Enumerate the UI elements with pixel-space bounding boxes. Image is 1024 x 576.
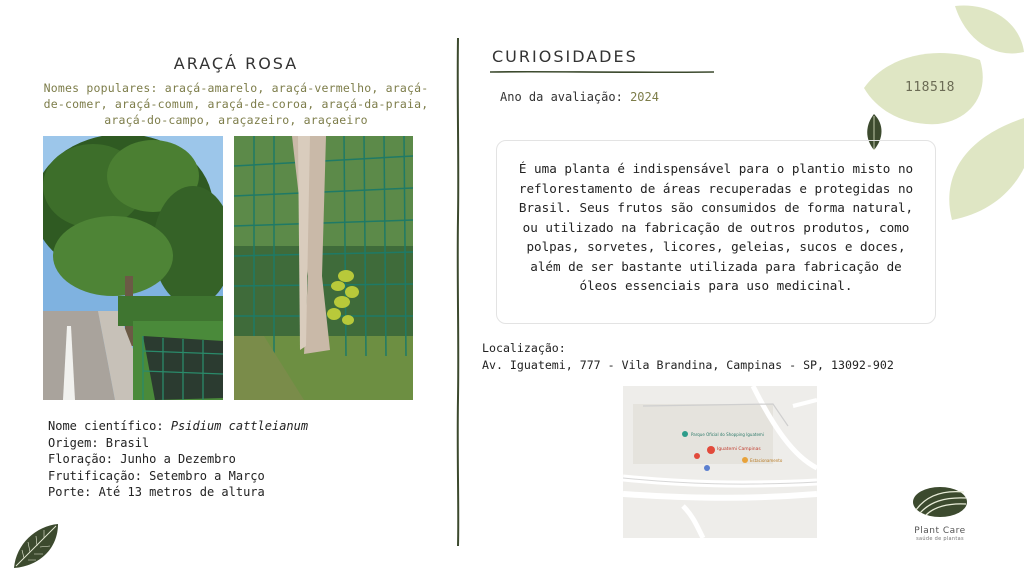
map-label-3: Estacionamento <box>750 458 783 463</box>
flowering: Floração: Junho a Dezembro <box>48 452 236 466</box>
tree-photo-trunk <box>234 136 413 400</box>
fruiting: Frutificação: Setembro a Março <box>48 468 265 483</box>
location-label: Localização: <box>482 341 566 355</box>
scientific-name-label: Nome científico: <box>48 419 164 433</box>
scientific-name-value: Psidium cattleianum <box>170 419 309 433</box>
tree-photo-street <box>43 136 223 400</box>
title-underline <box>490 70 714 74</box>
location-address: Av. Iguatemi, 777 - Vila Brandina, Campinas - SP, 13092-902 <box>482 357 894 372</box>
curiosities-title: CURIOSIDADES <box>492 47 638 66</box>
evaluation-year-value: 2024 <box>630 90 659 104</box>
map-marker-teal-icon <box>682 431 688 437</box>
map-label-2: Iguatemi Campinas <box>717 447 761 452</box>
logo-tagline: saúde de plantas <box>916 536 964 542</box>
common-names-label: Nomes populares: <box>43 81 158 95</box>
plant-id-badge: 118518 <box>905 80 955 95</box>
evaluation-year-label: Ano da avaliação: <box>500 90 623 104</box>
plant-care-logo <box>900 486 980 542</box>
map-label-1: Parque Oficial do Shopping Iguatemi <box>691 432 764 437</box>
logo-brand: Plant Care <box>914 526 966 536</box>
plant-care-logo-icon <box>912 486 968 518</box>
evaluation-year <box>500 90 659 104</box>
species-title: ARAÇÁ ROSA <box>173 54 299 73</box>
curiosities-text: É uma planta é indispensável para o plantio misto no reflorestamento de áreas recuperadas e protegidas no Brasil. Seus frutos são consumidos de forma natural, ou utilizado na fabricação de outros produtos, como polpas, sorvetes, licores, geleias, sucos e doces, além de ser bastante utilizada para fabricação de óleos essenciais para uso medicinal. <box>496 140 936 324</box>
common-names-list: araçá-amarelo, araçá-vermelho, araçá-de-comer, araçá-comum, araçá-de-coroa, araçá-da-praia, araçá-do-campo, araçazeiro, araçaeiro <box>43 81 429 127</box>
size: Porte: Até 13 metros de altura <box>48 485 265 499</box>
map-pin-icon <box>707 446 715 454</box>
origin: Origem: Brasil <box>48 435 150 450</box>
species-facts <box>48 418 308 501</box>
scientific-name <box>48 418 308 435</box>
location-map[interactable] <box>623 386 817 538</box>
common-names <box>34 80 438 128</box>
location <box>482 340 894 373</box>
decorative-leaf-icon <box>10 520 62 572</box>
column-divider <box>455 38 461 546</box>
